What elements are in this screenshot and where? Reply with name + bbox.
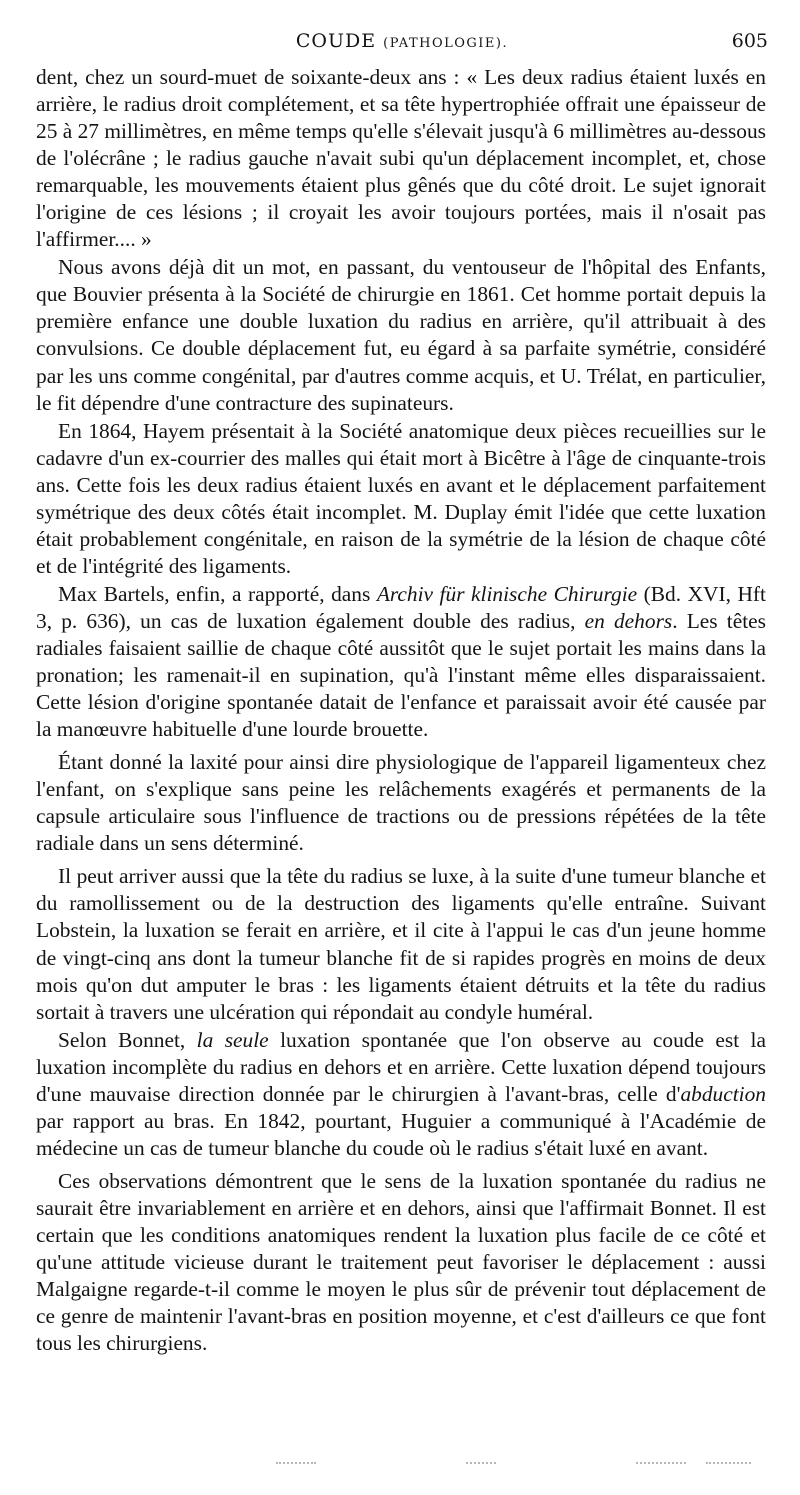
running-header [36, 30, 768, 60]
paragraph-text: Il peut arriver aussi que la tête du radius se luxe, à la suite d'une tumeur blanche et du ramollissement ou de la destruction des ligaments qu'elle entraîne. Suivant Lobstein, la luxation se ferait en arrière, et il cite à l'appui le cas d'un jeune homme de vingt-cinq ans dont la tumeur blanche fit de si rapides progrès en moins de deux mois qu'on dut amputer le bras : les ligaments étaient détruits et la tête du radius sortait à travers une ulcération qui répondait au condyle huméral. [36, 864, 766, 1024]
paragraph-text: luxation spontanée que l'on observe au coude est la luxation incomplète du radius en dehors et en arrière. Cette luxation dépend toujours d'une mauvaise direction donnée par le chirurgien à l'avant-bras, celle d' [36, 1027, 766, 1106]
paragraph [36, 863, 766, 1025]
page-number: 605 [731, 30, 768, 52]
paragraph-text: par rapport au bras. En 1842, pourtant, Huguier a communiqué à l'Académie de médecine un cas de tumeur blanche du coude où le radius s'était luxé en avant. [36, 1108, 766, 1160]
paragraph [36, 1027, 766, 1162]
scan-artifact [276, 1462, 316, 1466]
header-title [36, 30, 768, 52]
paragraph [36, 749, 766, 857]
paragraph [36, 418, 766, 580]
italic-emphasis: la seule [196, 1027, 269, 1052]
paragraph-text: Nous avons déjà dit un mot, en passant, du ventouseur de l'hôpital des Enfants, que Bouvier présenta à la Société de chirurgie en 1861. Cet homme portait depuis la première enfance une double luxation du radius en arrière, qu'il attribuait à des convulsions. Ce double déplacement fut, eu égard à sa parfaite symétrie, considéré par les uns comme congénital, par d'autres comme acquis, et U. Trélat, en particulier, le fit dépendre d'une contracture des supinateurs. [36, 255, 766, 415]
paragraph-text: . Les têtes radiales faisaient saillie de chaque côté aussitôt que le sujet portait les mains dans la pronation; les ramenait-il en supination, qu'à l'instant même elles disparaissaient. Cette lésion d'origine spontanée datait de l'enfance et paraissait avoir été causée par la manœuvre habituelle d'une lourde brouette. [36, 608, 766, 742]
paragraph-text: (Bd. XVI, Hft 3, p. 636), un cas de luxation également double des radius, [36, 581, 766, 633]
scan-artifact [706, 1462, 751, 1466]
body-text [36, 64, 766, 1358]
paragraph-text: Étant donné la laxité pour ainsi dire physiologique de l'appareil ligamenteux chez l'enfant, on s'explique sans peine les relâchements exagérés et permanents de la capsule articulaire sous l'influence de tractions ou de pressions répétées de la tête radiale dans un sens déterminé. [36, 750, 766, 856]
paragraph-text: Ces observations démontrent que le sens de la luxation spontanée du radius ne saurait être invariablement en arrière et en dehors, ainsi que l'affirmait Bonnet. Il est certain que les conditions anatomiques rendent la luxation plus facile de ce côté et qu'une attitude vicieuse durant le traitement peut favoriser le déplacement : aussi Malgaigne regarde-t-il comme le moyen le plus sûr de prévenir tout déplacement de ce genre de maintenir l'avant-bras en position moyenne, et c'est d'ailleurs ce que font tous les chirurgiens. [36, 1168, 766, 1356]
italic-journal-title: Archiv für klinische Chirurgie [376, 581, 638, 606]
paragraph [36, 1168, 766, 1357]
paragraph-text: Selon Bonnet, [58, 1027, 197, 1052]
header-title-subtitle: (PATHOLOGIE). [383, 36, 509, 51]
italic-emphasis: abduction [680, 1081, 766, 1106]
italic-emphasis: en dehors [584, 608, 673, 633]
scan-artifact-marks [36, 1462, 766, 1468]
paragraph-text: En 1864, Hayem présentait à la Société anatomique deux pièces recueillies sur le cadavre d'un ex-courrier des malles qui était mort à Bicêtre à l'âge de cinquante-trois ans. Cette fois les deux radius étaient luxés en avant et le déplacement parfaitement symétrique des deux côtés était incomplet. M. Duplay émit l'idée que cette luxation était probablement congénitale, en raison de la symétrie de la lésion de chaque côté et de l'intégrité des ligaments. [36, 418, 766, 578]
paragraph [36, 581, 766, 743]
paragraph [36, 254, 766, 416]
header-title-main: COUDE [295, 30, 377, 52]
paragraph [36, 64, 766, 253]
paragraph-text: Max Bartels, enfin, a rapporté, dans [58, 581, 377, 606]
scan-artifact [466, 1462, 496, 1466]
paragraph-text: dent, chez un sourd-muet de soixante-deux ans : « Les deux radius étaient luxés en arrière, le radius droit complétement, et sa tête hypertrophiée offrait une épaisseur de 25 à 27 millimètres, en même temps qu'elle s'élevait jusqu'à 6 millimètres au-dessous de l'olécrâne ; le radius gauche n'avait subi qu'un déplacement incomplet, et, chose remarquable, les mouvements étaient plus gênés que du côté droit. Le sujet ignorait l'origine de ces lésions ; il croyait les avoir toujours portées, mais il n'osait pas l'affirmer.... » [36, 65, 766, 252]
scan-artifact [636, 1462, 686, 1466]
